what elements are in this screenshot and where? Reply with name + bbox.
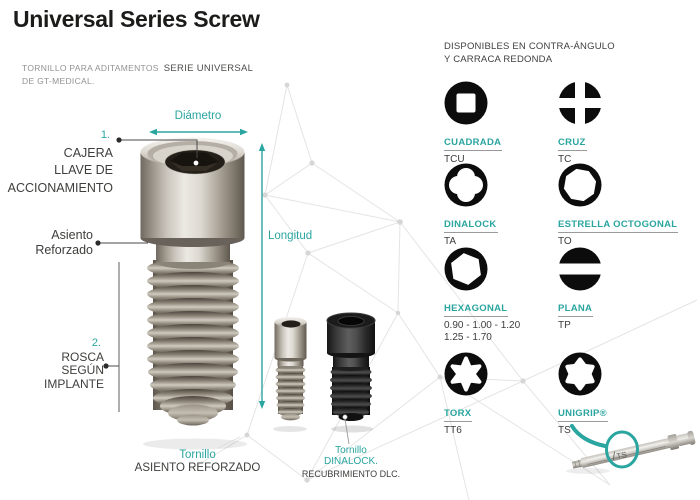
- subtitle-muted: TORNILLO PARA ADITAMENTOS: [22, 63, 159, 73]
- availability-line2: Y CARRACA REDONDA: [444, 54, 553, 65]
- drive-shape-torx: [444, 352, 574, 437]
- subtitle-line2: DE GT-MEDICAL.: [22, 76, 95, 86]
- shape-label: DINALOCK: [444, 219, 498, 233]
- callout2-number: 2.: [91, 337, 101, 349]
- drive-shape-cruz: [558, 81, 688, 166]
- shape-code: TA: [444, 236, 457, 247]
- callout1-line2: LLAVE DE: [54, 163, 113, 177]
- main-screw-caption: [125, 449, 270, 475]
- drive-shape-estrella-octogonal: [558, 163, 688, 248]
- hexagonal-drive-icon: [444, 247, 488, 291]
- callout-drive-socket: [0, 127, 113, 197]
- shape-code: TP: [558, 320, 571, 331]
- dlc-screw-caption: [292, 446, 410, 480]
- availability-header: [444, 40, 615, 66]
- diameter-label: Diámetro: [174, 110, 222, 122]
- shape-label: CUADRADA: [444, 137, 502, 151]
- drive-shape-dinalock: [444, 163, 574, 248]
- dinalock-drive-icon: [444, 163, 488, 207]
- callout2-line2: SEGÚN: [61, 363, 104, 377]
- callout-thread: [0, 337, 104, 391]
- main-screw-illustration: [141, 138, 245, 426]
- callout-reinforced-seat: [0, 228, 93, 258]
- main-caption-teal: Tornillo: [179, 449, 216, 461]
- shape-code: TC: [558, 154, 572, 165]
- square-drive-icon: [444, 81, 488, 125]
- callout2-line1: ROSCA: [61, 349, 104, 364]
- cross-drive-icon: [558, 81, 602, 125]
- subtitle-strong: SERIE UNIVERSAL: [163, 63, 254, 74]
- dlc-caption-teal2: DINALOCK.: [324, 455, 378, 467]
- callout1-line1: CAJERA: [63, 145, 113, 160]
- shape-label: ESTRELLA OCTOGONAL: [558, 219, 678, 233]
- shape-code: TCU: [444, 154, 465, 165]
- callout1-line3: ACCIONAMIENTO: [7, 180, 113, 195]
- page-title: Universal Series Screw: [13, 6, 260, 32]
- shape-label: HEXAGONAL: [444, 303, 508, 317]
- octagonal-star-drive-icon: [558, 163, 602, 207]
- dlc-coated-screw-illustration: [327, 313, 375, 421]
- torx-drive-icon: [444, 352, 488, 396]
- shape-code: TT6: [444, 425, 462, 436]
- subtitle: [22, 62, 253, 88]
- seat-line1: Asiento: [51, 228, 93, 242]
- diameter-arrow: [149, 129, 248, 135]
- main-caption-dark: ASIENTO REFORZADO: [134, 462, 261, 474]
- dlc-caption-dark: RECUBRIMIENTO DLC.: [301, 469, 401, 479]
- drive-shape-hexagonal: [444, 247, 574, 343]
- small-titanium-screw-illustration: [275, 317, 307, 420]
- shape-code-line2: 1.25 - 1.70: [444, 331, 492, 343]
- seat-line2: Reforzado: [35, 243, 93, 257]
- length-arrow: [259, 143, 265, 409]
- drive-shape-unigrip: [558, 352, 688, 437]
- callout2-line3: IMPLANTE: [43, 376, 104, 391]
- shape-code: TO: [558, 236, 572, 247]
- shape-code: 0.90 - 1.00 - 1.20: [444, 320, 521, 331]
- drive-shape-plana: [558, 247, 688, 332]
- shape-code: TS: [558, 425, 571, 436]
- length-label: Longitud: [268, 230, 313, 242]
- tool-engraving-ts: TS: [615, 449, 628, 461]
- drive-shape-cuadrada: [444, 81, 574, 166]
- slotted-drive-icon: [558, 247, 602, 291]
- shape-label: TORX: [444, 408, 472, 422]
- shape-label: PLANA: [558, 303, 593, 317]
- availability-line1: DISPONIBLES EN CONTRA-ÁNGULO: [444, 41, 615, 52]
- shape-label: CRUZ: [558, 137, 587, 151]
- dlc-caption-teal1: Tornillo: [335, 445, 367, 456]
- unigrip-drive-icon: [558, 352, 602, 396]
- callout1-number: 1.: [100, 129, 110, 141]
- shape-label: UNIGRIP®: [558, 408, 608, 422]
